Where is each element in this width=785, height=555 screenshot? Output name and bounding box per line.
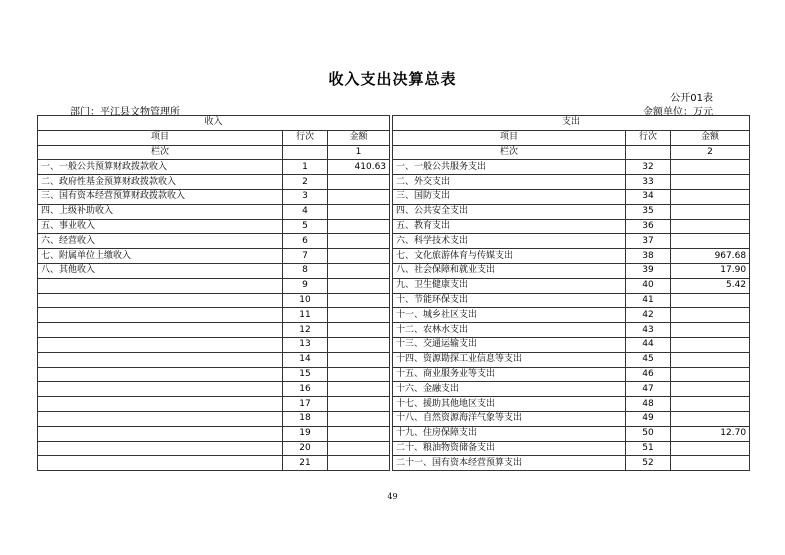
income-amount-cell xyxy=(328,293,390,308)
expense-item-cell: 五、教育支出 xyxy=(393,219,626,234)
expense-amount-cell: 5.42 xyxy=(671,278,750,293)
table-row xyxy=(38,175,750,190)
income-line-cell: 3 xyxy=(283,189,328,204)
expense-line-header: 行次 xyxy=(626,130,671,145)
income-line-cell: 21 xyxy=(283,456,328,471)
income-amount-cell xyxy=(328,352,390,367)
income-amount-cell xyxy=(328,456,390,471)
table-row xyxy=(38,352,750,367)
expense-line-cell: 37 xyxy=(626,234,671,249)
income-item-cell: 三、国有资本经营预算财政拨款收入 xyxy=(38,189,283,204)
expense-item-cell: 八、社会保障和就业支出 xyxy=(393,263,626,278)
income-line-cell: 14 xyxy=(283,352,328,367)
table-row xyxy=(38,204,750,219)
income-amount-cell xyxy=(328,263,390,278)
expense-column-number-label: 栏次 xyxy=(393,145,626,160)
expense-line-cell: 51 xyxy=(626,441,671,456)
table-row xyxy=(38,441,750,456)
expense-amount-cell: 967.68 xyxy=(671,249,750,264)
income-line-cell: 6 xyxy=(283,234,328,249)
expense-line-cell: 42 xyxy=(626,308,671,323)
expense-amount-cell xyxy=(671,160,750,175)
income-line-cell: 15 xyxy=(283,367,328,382)
income-line-cell: 5 xyxy=(283,219,328,234)
income-amount-cell xyxy=(328,382,390,397)
income-line-cell: 17 xyxy=(283,397,328,412)
column-number-row xyxy=(38,145,750,160)
expense-line-cell: 33 xyxy=(626,175,671,190)
income-amount-cell xyxy=(328,367,390,382)
income-line-cell: 10 xyxy=(283,293,328,308)
income-line-cell: 4 xyxy=(283,204,328,219)
income-item-cell xyxy=(38,411,283,426)
income-line-cell: 8 xyxy=(283,263,328,278)
income-amount-cell xyxy=(328,308,390,323)
table-row xyxy=(38,308,750,323)
income-line-cell: 12 xyxy=(283,323,328,338)
income-item-cell xyxy=(38,367,283,382)
income-amount-cell xyxy=(328,234,390,249)
table-row xyxy=(38,234,750,249)
expense-line-cell: 43 xyxy=(626,323,671,338)
expense-amount-cell: 17.90 xyxy=(671,263,750,278)
income-section-header: 收入 xyxy=(38,116,390,131)
expense-column-number-blank xyxy=(626,145,671,160)
table-row xyxy=(38,278,750,293)
expense-amount-cell xyxy=(671,204,750,219)
income-line-cell: 1 xyxy=(283,160,328,175)
expense-section-header: 支出 xyxy=(393,116,750,131)
expense-line-cell: 41 xyxy=(626,293,671,308)
income-item-cell: 一、一般公共预算财政拨款收入 xyxy=(38,160,283,175)
income-amount-cell xyxy=(328,175,390,190)
expense-item-cell: 九、卫生健康支出 xyxy=(393,278,626,293)
amount-unit-label: 金额单位：万元 xyxy=(643,107,713,118)
expense-item-cell: 十五、商业服务业等支出 xyxy=(393,367,626,382)
expense-item-cell: 六、科学技术支出 xyxy=(393,234,626,249)
income-item-cell: 八、其他收入 xyxy=(38,263,283,278)
income-line-cell: 9 xyxy=(283,278,328,293)
table-row xyxy=(38,411,750,426)
department-label: 部门：平江县文物管理所 xyxy=(70,107,180,118)
expense-line-cell: 36 xyxy=(626,219,671,234)
expense-amount-cell xyxy=(671,397,750,412)
expense-item-cell: 十三、交通运输支出 xyxy=(393,337,626,352)
income-amount-cell xyxy=(328,249,390,264)
income-line-cell: 13 xyxy=(283,337,328,352)
income-item-cell xyxy=(38,397,283,412)
income-item-cell xyxy=(38,278,283,293)
income-line-cell: 11 xyxy=(283,308,328,323)
income-amount-header: 金额 xyxy=(328,130,390,145)
income-line-cell: 7 xyxy=(283,249,328,264)
expense-line-cell: 38 xyxy=(626,249,671,264)
expense-line-cell: 44 xyxy=(626,337,671,352)
income-column-number-blank xyxy=(283,145,328,160)
income-line-cell: 18 xyxy=(283,411,328,426)
income-item-cell xyxy=(38,308,283,323)
income-item-header: 项目 xyxy=(38,130,283,145)
expense-column-number: 2 xyxy=(671,145,750,160)
table-row xyxy=(38,367,750,382)
expense-amount-cell: 12.70 xyxy=(671,426,750,441)
expense-amount-cell xyxy=(671,293,750,308)
income-line-cell: 16 xyxy=(283,382,328,397)
income-item-cell xyxy=(38,441,283,456)
table-row xyxy=(38,249,750,264)
expense-amount-cell xyxy=(671,367,750,382)
income-item-cell xyxy=(38,323,283,338)
expense-item-cell: 十八、自然资源海洋气象等支出 xyxy=(393,411,626,426)
expense-item-cell: 二、外交支出 xyxy=(393,175,626,190)
income-item-cell xyxy=(38,382,283,397)
expense-line-cell: 32 xyxy=(626,160,671,175)
expense-line-cell: 40 xyxy=(626,278,671,293)
expense-line-cell: 34 xyxy=(626,189,671,204)
income-amount-cell: 410.63 xyxy=(328,160,390,175)
expense-line-cell: 45 xyxy=(626,352,671,367)
page-title: 收入支出决算总表 xyxy=(328,70,457,88)
table-row xyxy=(38,426,750,441)
table-row xyxy=(38,323,750,338)
expense-item-cell: 十一、城乡社区支出 xyxy=(393,308,626,323)
income-amount-cell xyxy=(328,426,390,441)
section-header-row xyxy=(38,116,750,131)
income-expense-table xyxy=(37,115,750,471)
expense-amount-header: 金额 xyxy=(671,130,750,145)
expense-amount-cell xyxy=(671,234,750,249)
expense-amount-cell xyxy=(671,337,750,352)
expense-line-cell: 39 xyxy=(626,263,671,278)
expense-line-cell: 48 xyxy=(626,397,671,412)
expense-item-cell: 十四、资源勘探工业信息等支出 xyxy=(393,352,626,367)
expense-item-cell: 一、一般公共服务支出 xyxy=(393,160,626,175)
expense-amount-cell xyxy=(671,175,750,190)
income-column-number-label: 栏次 xyxy=(38,145,283,160)
income-amount-cell xyxy=(328,337,390,352)
income-amount-cell xyxy=(328,204,390,219)
income-column-number: 1 xyxy=(328,145,390,160)
column-header-row xyxy=(38,130,750,145)
income-line-cell: 19 xyxy=(283,426,328,441)
expense-item-cell: 十、节能环保支出 xyxy=(393,293,626,308)
expense-amount-cell xyxy=(671,219,750,234)
expense-line-cell: 35 xyxy=(626,204,671,219)
income-item-cell xyxy=(38,456,283,471)
income-item-cell xyxy=(38,352,283,367)
table-row xyxy=(38,219,750,234)
income-amount-cell xyxy=(328,441,390,456)
expense-amount-cell xyxy=(671,352,750,367)
income-item-cell xyxy=(38,337,283,352)
expense-item-cell: 二十一、国有资本经营预算支出 xyxy=(393,456,626,471)
income-item-cell: 七、附属单位上缴收入 xyxy=(38,249,283,264)
income-amount-cell xyxy=(328,323,390,338)
expense-item-cell: 三、国防支出 xyxy=(393,189,626,204)
income-line-cell: 2 xyxy=(283,175,328,190)
table-row xyxy=(38,456,750,471)
expense-item-cell: 十七、援助其他地区支出 xyxy=(393,397,626,412)
income-item-cell: 二、政府性基金预算财政拨款收入 xyxy=(38,175,283,190)
expense-item-cell: 二十、粮油物资储备支出 xyxy=(393,441,626,456)
expense-amount-cell xyxy=(671,308,750,323)
table-row xyxy=(38,263,750,278)
income-amount-cell xyxy=(328,411,390,426)
expense-item-cell: 十九、住房保障支出 xyxy=(393,426,626,441)
expense-amount-cell xyxy=(671,441,750,456)
table-row xyxy=(38,189,750,204)
income-item-cell: 四、上级补助收入 xyxy=(38,204,283,219)
expense-amount-cell xyxy=(671,189,750,204)
income-amount-cell xyxy=(328,397,390,412)
income-amount-cell xyxy=(328,189,390,204)
income-amount-cell xyxy=(328,278,390,293)
expense-amount-cell xyxy=(671,411,750,426)
income-line-cell: 20 xyxy=(283,441,328,456)
income-item-cell: 六、经营收入 xyxy=(38,234,283,249)
table-row xyxy=(38,397,750,412)
income-item-cell xyxy=(38,293,283,308)
table-row xyxy=(38,293,750,308)
page-number: 49 xyxy=(387,492,398,501)
income-item-cell xyxy=(38,426,283,441)
income-item-cell: 五、事业收入 xyxy=(38,219,283,234)
table-row xyxy=(38,382,750,397)
expense-item-header: 项目 xyxy=(393,130,626,145)
expense-item-cell: 七、文化旅游体育与传媒支出 xyxy=(393,249,626,264)
income-line-header: 行次 xyxy=(283,130,328,145)
income-amount-cell xyxy=(328,219,390,234)
expense-item-cell: 四、公共安全支出 xyxy=(393,204,626,219)
expense-amount-cell xyxy=(671,456,750,471)
expense-line-cell: 46 xyxy=(626,367,671,382)
expense-line-cell: 47 xyxy=(626,382,671,397)
expense-line-cell: 49 xyxy=(626,411,671,426)
expense-line-cell: 50 xyxy=(626,426,671,441)
table-row xyxy=(38,337,750,352)
expense-item-cell: 十二、农林水支出 xyxy=(393,323,626,338)
expense-item-cell: 十六、金融支出 xyxy=(393,382,626,397)
expense-amount-cell xyxy=(671,323,750,338)
form-number: 公开01表 xyxy=(670,93,713,104)
table-row xyxy=(38,160,750,175)
expense-line-cell: 52 xyxy=(626,456,671,471)
expense-amount-cell xyxy=(671,382,750,397)
